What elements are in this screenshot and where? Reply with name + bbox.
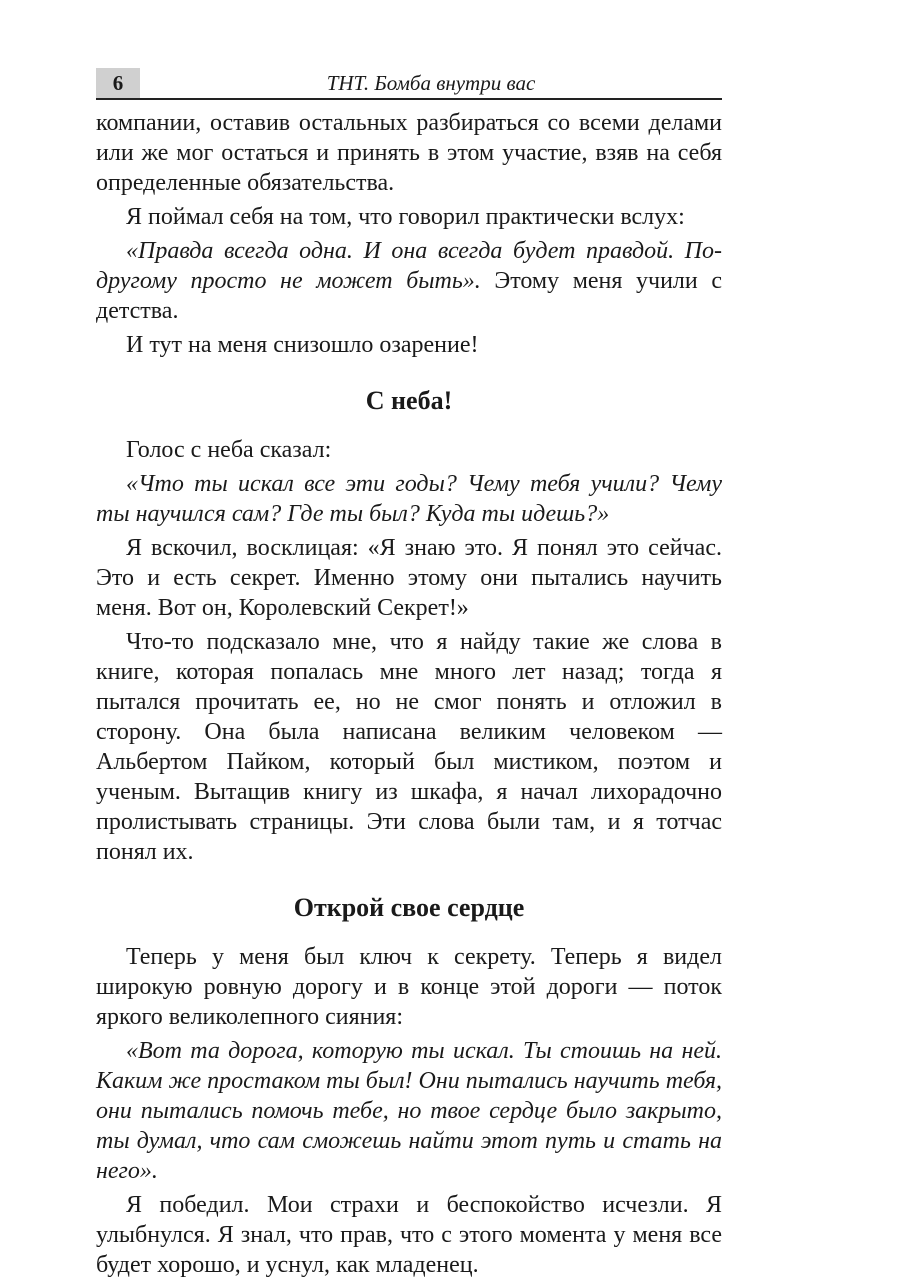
paragraph-continued: компании, оставив остальных разбираться со всеми делами или же мог остаться и принять в этом участие, взяв на себя определенные обязательства. (96, 110, 722, 196)
page-body (96, 108, 722, 1280)
paragraph-quote (96, 469, 722, 529)
paragraph-quote (96, 1036, 722, 1186)
page-number: 6 (96, 68, 140, 98)
italic-quote: «Что ты искал все эти годы? Чему тебя учили? Чему ты научился сам? Где ты был? Куда ты идешь?» (96, 471, 722, 527)
paragraph-text: Этому меня учили с детства. (96, 268, 722, 324)
italic-quote: «Вот та дорога, которую ты искал. Ты стоишь на ней. Каким же простаком ты был! Они пытались научить тебя, они пытались помочь тебе, но твое сердце было закрыто, ты думал, что сам сможешь найти этот путь и стать на него». (96, 1038, 722, 1184)
section-heading-from-heaven: С неба! (365, 386, 453, 415)
running-title: ТНТ. Бомба внутри вас (326, 71, 536, 95)
paragraph: Я вскочил, восклицая: «Я знаю это. Я понял это сейчас. Это и есть секрет. Именно этому они пытались научить меня. Вот он, Королевский Секрет!» (96, 535, 722, 621)
paragraph: И тут на меня снизошло озарение! (126, 332, 479, 358)
running-header (96, 68, 722, 100)
paragraph: Я победил. Мои страхи и беспокойство исчезли. Я улыбнулся. Я знал, что прав, что с этого момента у меня все будет хорошо, и уснул, как младенец. (96, 1192, 722, 1278)
paragraph: Что-то подсказало мне, что я найду такие же слова в книге, которая попалась мне много лет назад; тогда я пытался прочитать ее, но не смог понять и отложил в сторону. Она была написана великим человеком — Альбертом Пайком, который был мистиком, поэтом и ученым. Вытащив книгу из шкафа, я начал лихорадочно пролистывать страницы. Эти слова были там, и я тотчас понял их. (96, 629, 722, 865)
paragraph: Голос с неба сказал: (126, 437, 332, 463)
section-heading-open-your-heart: Открой свое сердце (293, 893, 525, 922)
italic-quote: «Правда всегда одна. И она всегда будет правдой. По-другому просто не может быть». (96, 238, 722, 294)
paragraph: Я поймал себя на том, что говорил практически вслух: (126, 204, 685, 230)
paragraph-with-quote (96, 236, 722, 326)
paragraph: Теперь у меня был ключ к секрету. Теперь я видел широкую ровную дорогу и в конце этой дороги — поток яркого великолепного сияния: (96, 944, 722, 1030)
